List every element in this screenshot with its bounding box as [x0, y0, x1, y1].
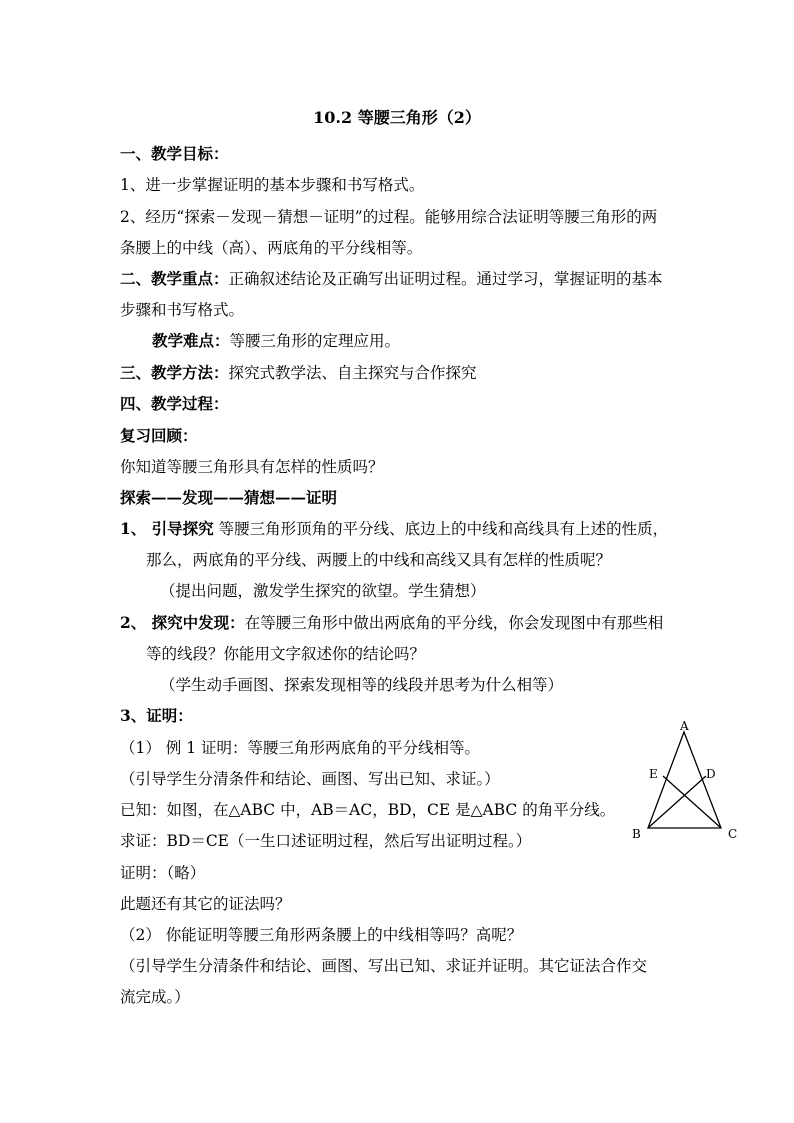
- step-2-text: 在等腰三角形中做出两底角的平分线，你会发现图中有那些相: [244, 614, 664, 632]
- explore-heading: 探索——发现——猜想——证明: [120, 488, 338, 507]
- example-2-note-line-1: （引导学生分清条件和结论、画图、写出已知、求证并证明。其它证法合作交: [120, 957, 648, 975]
- method: [120, 362, 477, 384]
- step-1-text: 等腰三角形顶角的平分线、底边上的中线和高线具有上述的性质，: [213, 520, 669, 538]
- step-2-label: 2、 探究中发现：: [120, 613, 245, 632]
- bisector-ce: [663, 776, 721, 828]
- example-1: （1） 例 1 证明：等腰三角形两底角的平分线相等。: [120, 739, 481, 757]
- review-question: 你知道等腰三角形具有怎样的性质吗？: [120, 458, 384, 476]
- section-heading-goals: 一、教学目标：: [120, 144, 229, 163]
- step-1-note: （提出问题，激发学生探究的欲望。学生猜想）: [160, 582, 486, 600]
- key-points-line-2: 步骤和书写格式。: [120, 301, 245, 319]
- key-points-text: 正确叙述结论及正确写出证明过程。通过学习，掌握证明的基本: [228, 270, 663, 288]
- step-3-label: 3、证明：: [120, 706, 193, 725]
- step-2-line-2: 等的线段？你能用文字叙述你的结论吗？: [146, 645, 426, 663]
- difficulty-label: 教学难点：: [152, 331, 230, 350]
- example-2-note-line-2: 流完成。）: [120, 988, 190, 1006]
- point-label-d: D: [706, 767, 716, 781]
- given: 已知：如图，在△ABC 中，AB＝AC，BD，CE 是△ABC 的角平分线。: [120, 801, 616, 819]
- review-heading: 复习回顾：: [120, 426, 198, 445]
- step-1-label: 1、 引导探究: [120, 519, 214, 538]
- goal-2-line-2: 条腰上的中线（高）、两底角的平分线相等。: [120, 239, 423, 257]
- proof: 证明：（略）: [120, 864, 206, 882]
- to-prove: 求证：BD＝CE（一生口述证明过程，然后写出证明过程。）: [120, 832, 532, 850]
- example-2: （2） 你能证明等腰三角形两条腰上的中线相等吗？高呢？: [120, 926, 523, 944]
- difficulty-text: 等腰三角形的定理应用。: [229, 332, 401, 350]
- step-1: [120, 518, 668, 540]
- example-1-note: （引导学生分清条件和结论、画图、写出已知、求证。）: [120, 770, 500, 788]
- point-label-e: E: [649, 767, 658, 781]
- method-text: 探究式教学法、自主探究与合作探究: [228, 364, 477, 382]
- section-heading-method: 三、教学方法：: [120, 363, 229, 382]
- goal-2-line-1: 2、经历“探索－发现－猜想－证明”的过程。能够用综合法证明等腰三角形的两: [120, 208, 658, 226]
- section-heading-key-points: 二、教学重点：: [120, 269, 229, 288]
- vertex-label-b: B: [632, 827, 641, 841]
- triangle-figure: [620, 710, 750, 850]
- step-2-note: （学生动手画图、探索发现相等的线段并思考为什么相等）: [160, 676, 564, 694]
- goal-1: 1、进一步掌握证明的基本步骤和书写格式。: [120, 176, 425, 194]
- step-1-line-2: 那么，两底角的平分线、两腰上的中线和高线又具有怎样的性质呢？: [146, 551, 612, 569]
- section-heading-process: 四、教学过程：: [120, 394, 229, 413]
- difficulty: [152, 330, 400, 352]
- vertex-label-c: C: [728, 827, 738, 841]
- page-title: 10.2 等腰三角形（2）: [313, 108, 481, 127]
- vertex-label-a: A: [680, 719, 689, 733]
- bisector-bd: [648, 776, 706, 828]
- other-methods: 此题还有其它的证法吗？: [120, 895, 291, 913]
- key-points: [120, 268, 663, 290]
- step-2: [120, 612, 663, 634]
